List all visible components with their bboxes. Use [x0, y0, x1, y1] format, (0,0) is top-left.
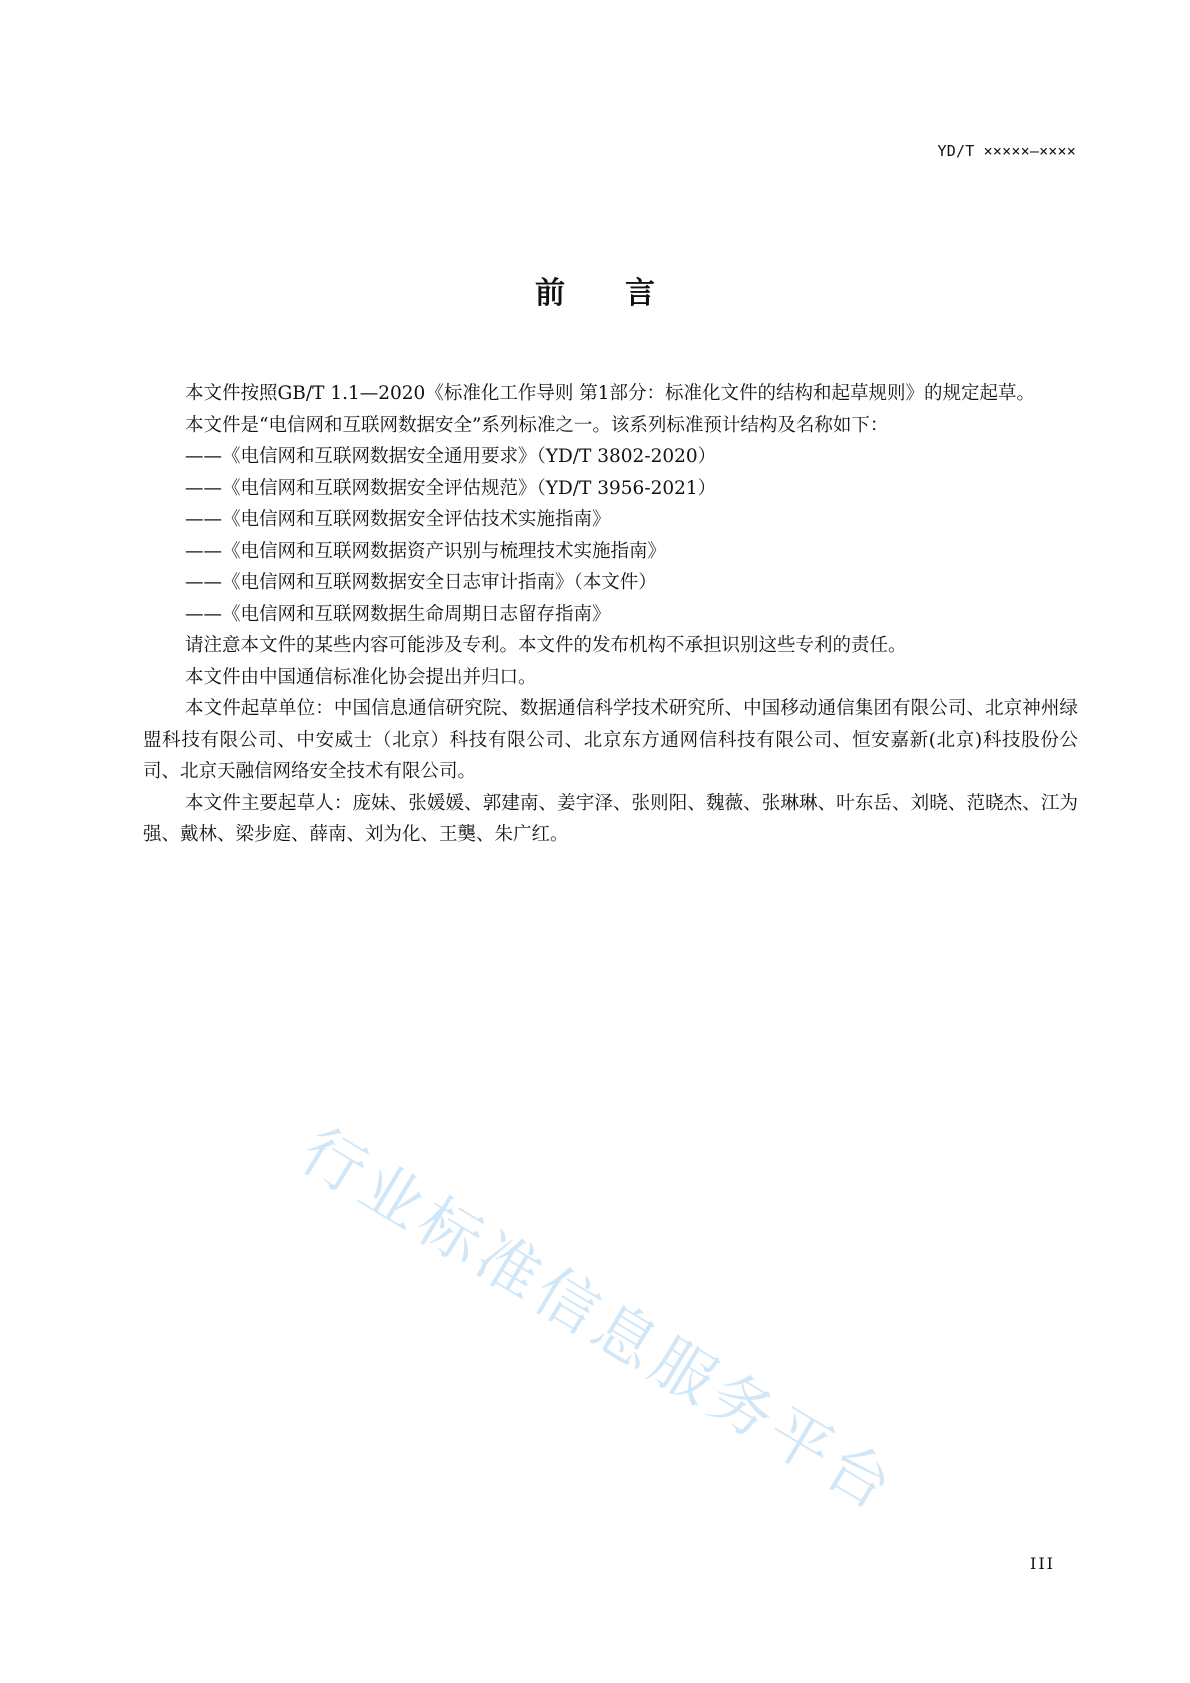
paragraph-drafting-basis: 本文件按照GB/T 1.1—2020《标准化工作导则 第1部分：标准化文件的结构和起草规则》的规定起草。 — [185, 383, 1035, 404]
paragraph-drafting-units: 本文件起草单位：中国信息通信研究院、数据通信科学技术研究所、中国移动通信集团有限公司、北京神州绿盟科技有限公司、中安威士（北京）科技有限公司、北京东方通网信科技有限公司、恒安嘉新(北京)科技股份公司、北京天融信网络安全技术有限公司。 — [143, 698, 1078, 782]
series-list-item: ——《电信网和互联网数据安全通用要求》（YD/T 3802-2020） — [185, 446, 717, 467]
title-char-2: 言 — [625, 276, 655, 311]
series-list-item: ——《电信网和互联网数据生命周期日志留存指南》 — [185, 603, 611, 625]
series-list-item: ——《电信网和互联网数据资产识别与梳理技术实施指南》 — [185, 540, 667, 562]
page-title — [0, 268, 1190, 312]
foreword-body — [143, 378, 1078, 851]
paragraph-series-intro: 本文件是“电信网和互联网数据安全”系列标准之一。该系列标准预计结构及名称如下： — [185, 414, 889, 436]
watermark-text: 行业标准信息服务平台 — [288, 1113, 910, 1527]
paragraph-proposer: 本文件由中国通信标准化协会提出并归口。 — [185, 666, 537, 688]
paragraph-patent-notice: 请注意本文件的某些内容可能涉及专利。本文件的发布机构不承担识别这些专利的责任。 — [185, 635, 907, 656]
series-list-item: ——《电信网和互联网数据安全评估规范》（YD/T 3956-2021） — [185, 477, 717, 499]
document-code: YD/T ×××××—×××× — [937, 142, 1076, 160]
title-char-1: 前 — [535, 276, 565, 311]
series-list-item: ——《电信网和互联网数据安全评估技术实施指南》 — [185, 509, 611, 530]
series-list-item: ——《电信网和互联网数据安全日志审计指南》（本文件） — [185, 572, 657, 593]
paragraph-drafters: 本文件主要起草人：庞妹、张媛媛、郭建南、姜宇泽、张则阳、魏薇、张琳琳、叶东岳、刘晓、范晓杰、江为强、戴林、梁步庭、薛南、刘为化、王龑、朱广红。 — [143, 792, 1078, 845]
page-number: III — [1030, 1554, 1055, 1573]
